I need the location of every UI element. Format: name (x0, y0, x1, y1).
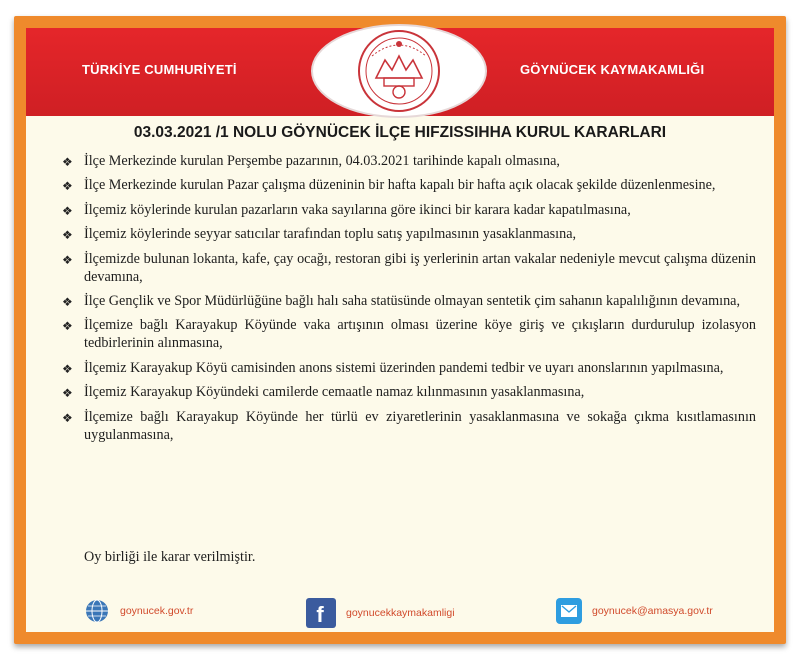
list-item (62, 408, 756, 444)
website-link[interactable]: goynucek.gov.tr (120, 605, 194, 617)
header-left-text: TÜRKİYE CUMHURİYETİ (82, 62, 237, 77)
header-right-text: GÖYNÜCEK KAYMAKAMLIĞI (520, 62, 705, 77)
globe-icon (84, 598, 110, 624)
decision-text: İlçemize bağlı Karayakup Köyünde vaka artışının olması üzerine köye giriş ve çıkışların durdurulup izolasyon tedbirlerinin alınmasına, (84, 317, 756, 352)
diamond-bullet-icon: ❖ (62, 179, 73, 194)
decision-text: İlçemiz Karayakup Köyündeki camilerde cemaatle namaz kılınmasının yasaklanmasına, (84, 384, 585, 401)
facebook-link[interactable]: goynucekkaymakamligi (346, 607, 455, 619)
list-item (62, 292, 756, 310)
diamond-bullet-icon: ❖ (62, 410, 73, 425)
list-item (62, 176, 756, 194)
footer-facebook[interactable] (306, 598, 455, 628)
closing-statement: Oy birliği ile karar verilmiştir. (84, 549, 256, 565)
diamond-bullet-icon: ❖ (62, 228, 73, 243)
decision-text: İlçemizde bulunan lokanta, kafe, çay ocağı, restoran gibi iş yerlerinin artan vakalar nedeniyle mevcut çalışma düzenin devamına, (84, 250, 756, 285)
decision-text: İlçe Merkezinde kurulan Pazar çalışma düzeninin bir hafta kapalı bir hafta açık olacak şekilde düzenlenmesine, (84, 177, 716, 194)
list-item (62, 152, 756, 170)
list-item (62, 250, 756, 286)
email-link[interactable]: goynucek@amasya.gov.tr (592, 605, 713, 617)
decision-text: İlçemize bağlı Karayakup Köyünde her türlü ev ziyaretlerinin yasaklanmasına ve sokağa çıkma kısıtlamasının uygulanmasına, (84, 408, 756, 443)
diamond-bullet-icon: ❖ (62, 294, 73, 309)
diamond-bullet-icon: ❖ (62, 252, 73, 267)
footer-email[interactable] (556, 598, 713, 624)
decision-text: İlçemiz Karayakup Köyü camisinden anons sistemi üzerinden pandemi tedbir ve uyarı anonslarının yapılmasına, (84, 359, 724, 376)
list-item (62, 225, 756, 243)
mail-icon (556, 598, 582, 624)
list-item (62, 383, 756, 401)
decision-text: İlçemiz köylerinde seyyar satıcılar tarafından toplu satış yapılmasının yasaklanmasına, (84, 226, 577, 243)
diamond-bullet-icon: ❖ (62, 386, 73, 401)
diamond-bullet-icon: ❖ (62, 361, 73, 376)
diamond-bullet-icon: ❖ (62, 319, 73, 334)
decision-list (62, 152, 756, 450)
facebook-icon: f (306, 598, 336, 628)
diamond-bullet-icon: ❖ (62, 203, 73, 218)
list-item (62, 316, 756, 352)
decision-text: İlçe Merkezinde kurulan Perşembe pazarının, 04.03.2021 tarihinde kapalı olmasına, (84, 153, 560, 169)
footer-website[interactable] (84, 598, 193, 624)
decision-text: İlçemiz köylerinde kurulan pazarların vaka sayılarına göre ikinci bir karara kadar kapatılmasına, (84, 201, 631, 218)
district-governorship-emblem-icon (352, 26, 446, 116)
list-item (62, 359, 756, 377)
page-title: 03.03.2021 /1 NOLU GÖYNÜCEK İLÇE HIFZISSIHHA KURUL KARARLARI (133, 124, 667, 141)
list-item (62, 201, 756, 219)
diamond-bullet-icon: ❖ (62, 155, 73, 169)
decision-text: İlçe Gençlik ve Spor Müdürlüğüne bağlı halı saha statüsünde olmayan sentetik çim sahanın kapalılığının devamına, (84, 292, 741, 309)
